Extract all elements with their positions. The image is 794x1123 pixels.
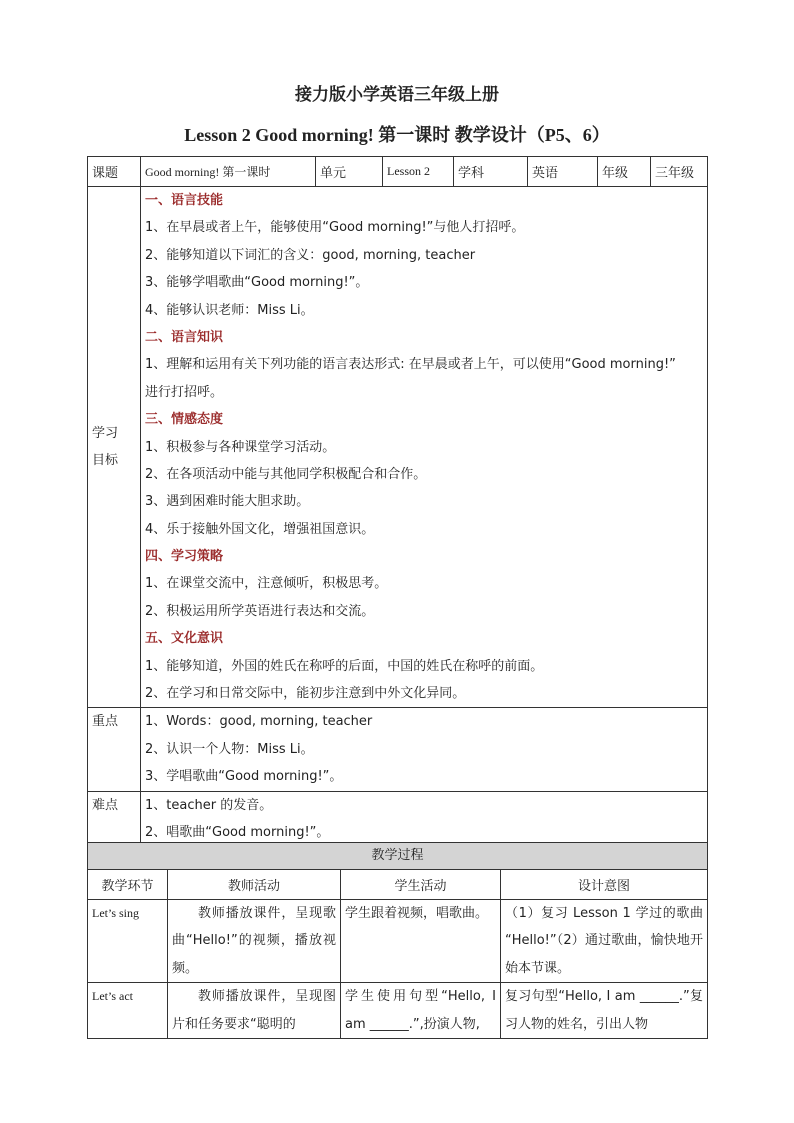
- stage-cell: Let’s act: [88, 983, 168, 1039]
- document-title: 接力版小学英语三年级上册: [295, 85, 499, 105]
- difficulty-item: 1、teacher 的发音。: [145, 797, 273, 813]
- process-row: [88, 983, 708, 1039]
- topic-value: Good morning! 第一课时: [141, 157, 316, 187]
- difficulties-content: [141, 791, 708, 847]
- goals-row: [88, 187, 708, 708]
- lesson-info-table: [87, 156, 708, 847]
- section-heading: 三、情感态度: [145, 412, 224, 428]
- key-points-label: [88, 708, 141, 791]
- col-teacher: 教师活动: [168, 870, 341, 900]
- subject-label: 学科: [454, 157, 528, 187]
- goal-item: 3、能够学唱歌曲“Good morning!”。: [145, 275, 369, 291]
- grade-label: 年级: [598, 157, 651, 187]
- teacher-cell: 教师播放课件，呈现歌曲“Hello!”的视频，播放视频。: [168, 900, 341, 983]
- goal-item: 1、在课堂交流中，注意倾听，积极思考。: [145, 576, 388, 592]
- key-points-row: [88, 708, 708, 791]
- key-point-item: 3、学唱歌曲“Good morning!”。: [145, 769, 343, 785]
- goal-item: 1、在早晨或者上午，能够使用“Good morning!”与他人打招呼。: [145, 220, 525, 236]
- key-points-content: [141, 708, 708, 791]
- difficulties-row: [88, 791, 708, 847]
- process-header-row: [88, 843, 708, 870]
- difficulties-label-text: 难点: [92, 797, 119, 813]
- process-columns-row: [88, 870, 708, 900]
- header-row: [88, 157, 708, 187]
- student-cell: 学生跟着视频，唱歌曲。: [341, 900, 501, 983]
- difficulty-item: 2、唱歌曲“Good morning!”。: [145, 824, 330, 840]
- unit-value: Lesson 2: [383, 157, 454, 187]
- goal-item: 2、在各项活动中能与其他同学积极配合和合作。: [145, 466, 427, 482]
- teaching-process-table: [87, 842, 708, 1039]
- subject-value: 英语: [528, 157, 598, 187]
- key-points-label-text: 重点: [92, 714, 119, 730]
- goal-item: 3、遇到困难时能大胆求助。: [145, 494, 310, 510]
- stage-cell: Let’s sing: [88, 900, 168, 983]
- col-student: 学生活动: [341, 870, 501, 900]
- goal-item: 1、能够知道，外国的姓氏在称呼的后面，中国的姓氏在称呼的前面。: [145, 658, 544, 674]
- goals-label: [88, 187, 141, 708]
- goal-item: 进行打招呼。: [145, 384, 224, 400]
- col-stage: 教学环节: [88, 870, 168, 900]
- intent-cell: 复习句型“Hello, I am ______.”复习人物的姓名，引出人物: [501, 983, 708, 1039]
- goal-item: 2、在学习和日常交际中，能初步注意到中外文化异同。: [145, 686, 466, 702]
- teacher-cell: 教师播放课件，呈现图片和任务要求“聪明的: [168, 983, 341, 1039]
- topic-label: 课题: [88, 157, 141, 187]
- document-subtitle: Lesson 2 Good morning! 第一课时 教学设计（P5、6）: [184, 125, 610, 145]
- goal-item: 4、乐于接触外国文化，增强祖国意识。: [145, 521, 375, 537]
- unit-label: 单元: [316, 157, 383, 187]
- student-cell: 学生使用句型“Hello, I am ______.”,扮演人物,: [341, 983, 501, 1039]
- process-row: [88, 900, 708, 983]
- section-heading: 五、文化意识: [145, 631, 224, 647]
- section-heading: 一、语言技能: [145, 193, 224, 208]
- goals-label-line1: 学习: [92, 425, 119, 441]
- goal-item: 2、能够知道以下词汇的含义：good, morning, teacher: [145, 247, 476, 263]
- difficulties-label: [88, 791, 141, 847]
- goals-content: [141, 187, 708, 708]
- goal-item: 1、理解和运用有关下列功能的语言表达形式: 在早晨或者上午，可以使用“Good morning!”: [145, 357, 676, 373]
- col-intent: 设计意图: [501, 870, 708, 900]
- goal-item: 1、积极参与各种课堂学习活动。: [145, 439, 336, 455]
- goal-item: 2、积极运用所学英语进行表达和交流。: [145, 603, 375, 619]
- key-point-item: 1、Words：good, morning, teacher: [145, 714, 373, 730]
- process-header: 教学过程: [88, 843, 708, 870]
- goal-item: 4、能够认识老师：Miss Li。: [145, 302, 314, 318]
- key-point-item: 2、认识一个人物：Miss Li。: [145, 741, 314, 757]
- intent-cell: （1）复习 Lesson 1 学过的歌曲 “Hello!”（2）通过歌曲，愉快地开始本节课。: [501, 900, 708, 983]
- grade-value: 三年级: [651, 157, 708, 187]
- section-heading: 四、学习策略: [145, 549, 224, 565]
- section-heading: 二、语言知识: [145, 329, 224, 345]
- goals-label-line2: 目标: [92, 453, 119, 469]
